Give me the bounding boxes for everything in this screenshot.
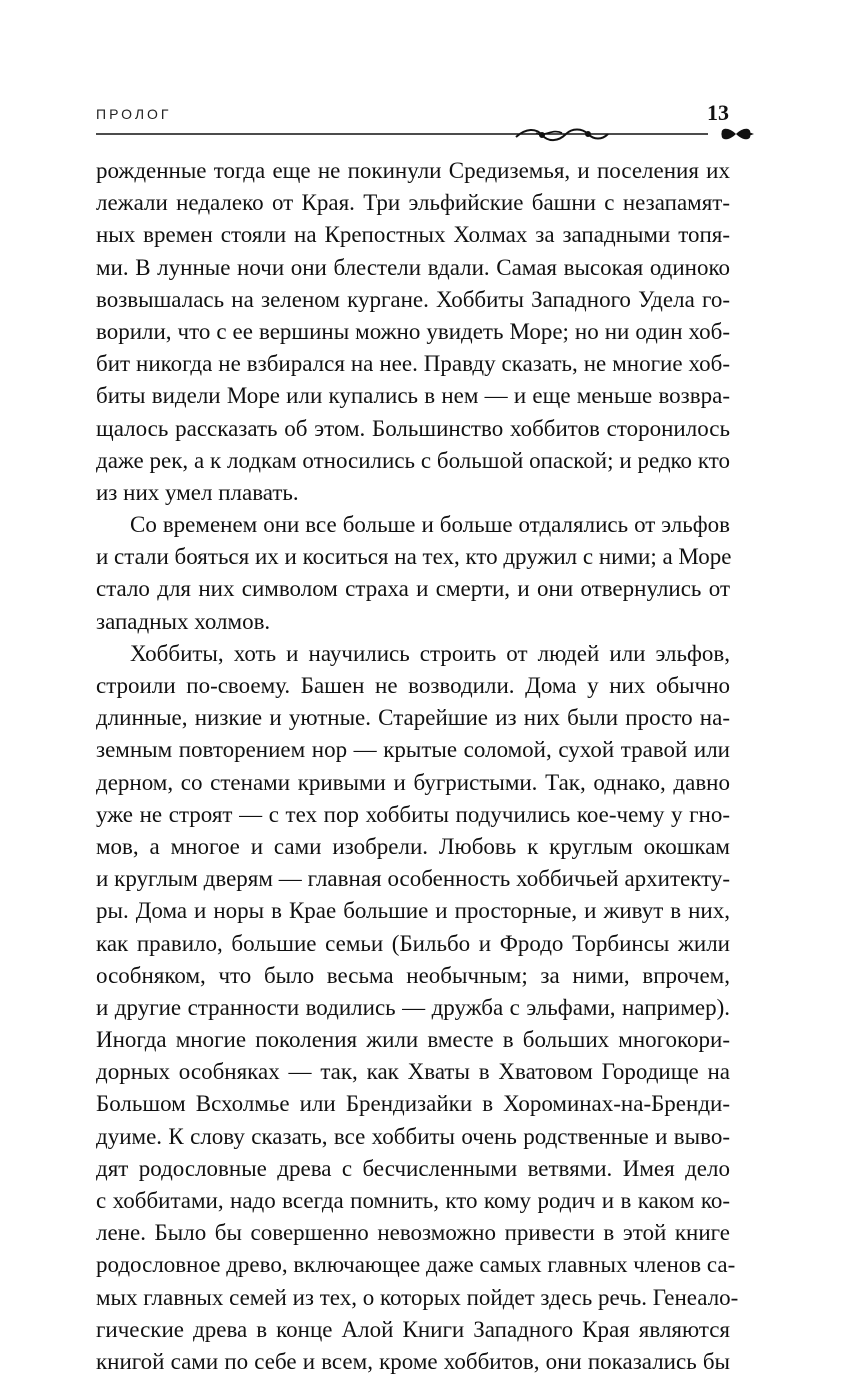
- text-line: дорных особняках — так, как Хваты в Хватовом Городище на: [96, 1059, 730, 1085]
- text-line: ных времен стояли на Крепостных Холмах за западными топя-: [96, 222, 730, 248]
- text-line: дуиме. К слову сказать, все хоббиты очень родственные и выво-: [96, 1123, 730, 1149]
- running-head-title: ПРОЛОГ: [96, 106, 172, 122]
- text-line: из них умел плавать.: [96, 479, 299, 505]
- text-line: возвышалась на зеленом кургане. Хоббиты Западного Удела го-: [96, 286, 730, 312]
- text-line: Хоббиты, хоть и научились строить от людей или эльфов,: [130, 640, 730, 666]
- swirl-ornament-icon: [516, 130, 608, 141]
- text-line: родословное древо, включающее даже самых главных членов са-: [96, 1252, 736, 1278]
- fleur-de-lis-icon: [721, 129, 754, 140]
- text-line: западных холмов.: [96, 608, 271, 634]
- text-line: ры. Дома и норы в Крае большие и просторные, и живут в них,: [96, 898, 730, 924]
- text-line: дят родословные древа с бесчисленными ветвями. Имея дело: [96, 1155, 730, 1181]
- text-line: как правило, большие семьи (Бильбо и Фродо Торбинсы жили: [96, 930, 730, 956]
- paragraph: [96, 509, 730, 638]
- text-line: и стали бояться их и коситься на тех, кто дружил с ними; а Море: [96, 544, 732, 570]
- text-line: бит никогда не взбирался на нее. Правду сказать, не многие хоб-: [96, 351, 730, 377]
- text-line: лене. Было бы совершенно невозможно привести в этой книге: [96, 1220, 730, 1246]
- text-line: дерном, со стенами кривыми и бугристыми. Так, однако, давно: [96, 769, 730, 795]
- text-line: и другие странности водились — дружба с эльфами, например).: [96, 994, 730, 1020]
- body-text: [96, 155, 739, 1378]
- text-line: с хоббитами, надо всегда помнить, кто кому родич и в каком ко-: [96, 1188, 730, 1213]
- page-number: 13: [707, 100, 729, 125]
- paragraph: [96, 155, 730, 509]
- text-line: даже рек, а к лодкам относились с большой опаской; и редко кто: [96, 447, 730, 473]
- text-line: Со временем они все больше и больше отдалялись от эльфов: [130, 512, 730, 538]
- paragraph: [96, 638, 739, 1378]
- text-line: Иногда многие поколения жили вместе в больших многокори-: [96, 1027, 730, 1053]
- text-line: мов, а многое и сами изобрели. Любовь к круглым окошкам: [96, 833, 730, 859]
- text-line: биты видели Море или купались в нем — и еще меньше возвра-: [96, 383, 730, 409]
- text-line: земным повторением нор — крытые соломой, сухой травой или: [96, 737, 730, 763]
- text-line: уже не строят — с тех пор хоббиты подучились кое-чему у гно-: [96, 801, 730, 827]
- text-line: ми. В лунные ночи они блестели вдали. Самая высокая одиноко: [96, 254, 730, 280]
- text-line: лежали недалеко от Края. Три эльфийские башни с незапамят-: [96, 190, 730, 216]
- text-line: строили по-своему. Башен не возводили. Дома у них обычно: [96, 673, 730, 698]
- text-line: и круглым дверям — главная особенность хоббичьей архитекту-: [96, 866, 730, 892]
- text-line: ворили, что с ее вершины можно увидеть Море; но ни один хоб-: [96, 318, 730, 344]
- text-line: рожденные тогда еще не покинули Средиземья, и поселения их: [96, 158, 730, 183]
- text-line: особняком, что было весьма необычным; за ними, впрочем,: [96, 962, 730, 988]
- text-line: гические древа в конце Алой Книги Западного Края являются: [96, 1316, 730, 1342]
- text-line: стало для них символом страха и смерти, и они отвернулись от: [96, 576, 730, 602]
- text-line: мых главных семей из тех, о которых пойдет здесь речь. Генеало-: [96, 1284, 739, 1310]
- text-line: книгой сами по себе и всем, кроме хоббитов, они показались бы: [96, 1348, 730, 1374]
- text-line: щалось рассказать об этом. Большинство хоббитов сторонилось: [96, 415, 730, 441]
- text-line: Большом Всхолмье или Брендизайки в Хороминах-на-Бренди-: [96, 1091, 730, 1117]
- text-line: длинные, низкие и уютные. Старейшие из них были просто на-: [96, 705, 730, 731]
- header-rule-ornament: [96, 124, 756, 146]
